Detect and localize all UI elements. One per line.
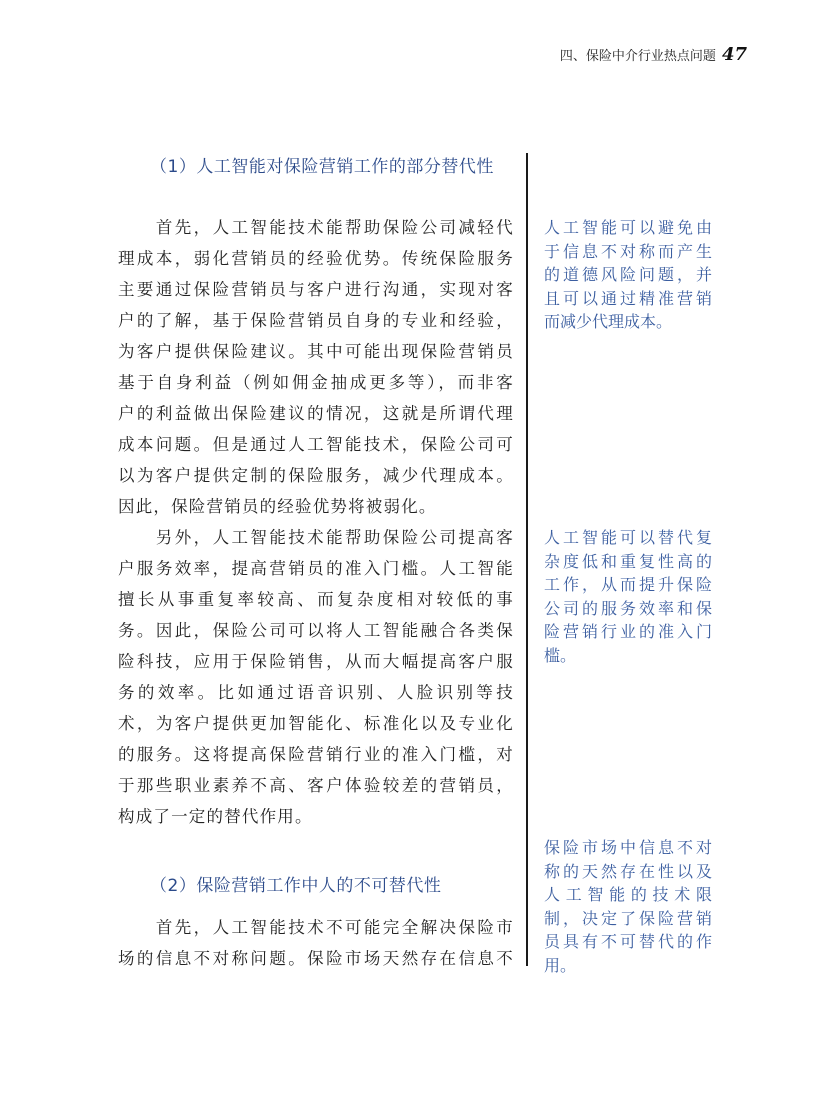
sidenote-line: 保险市场中信息不对 — [544, 838, 712, 857]
sidenote-line: 人工智能可以避免由 — [544, 218, 712, 237]
sidenote-line: 于信息不对称而产生 — [544, 241, 712, 261]
sidenote-line: 人工智能的技术限 — [544, 885, 712, 905]
text-line: 户的了解，基于保险营销员自身的专业和经验， — [118, 311, 514, 330]
text-line: 擅长从事重复率较高、而复杂度相对较低的事 — [118, 590, 514, 609]
section1-paragraph-2 — [118, 522, 514, 832]
sidenote-line: 险营销行业的准入门 — [544, 622, 712, 642]
sidenote-line: 工作，从而提升保险 — [544, 575, 712, 595]
text-line: 场的信息不对称问题。保险市场天然存在信息不 — [118, 949, 514, 968]
sidenote-line: 员具有不可替代的作 — [544, 932, 712, 952]
sidenote-line: 的道德风险问题，并 — [544, 265, 712, 285]
text-line: 的服务。这将提高保险营销行业的准入门槛，对 — [118, 745, 514, 764]
sidenote-line: 称的天然存在性以及 — [544, 861, 712, 881]
sidenote-line: 用。 — [544, 955, 577, 975]
text-line: 基于自身利益（例如佣金抽成更多等），而非客 — [118, 373, 514, 392]
section1-paragraph-1 — [118, 212, 514, 522]
sidenote-1 — [544, 216, 712, 334]
sidenote-line: 且可以通过精准营销 — [544, 288, 712, 308]
page-number: 47 — [721, 44, 747, 65]
text-line: 术，为客户提供更加智能化、标准化以及专业化 — [118, 714, 514, 733]
sidenote-line: 槛。 — [544, 645, 577, 665]
text-line: 户的利益做出保险建议的情况，这就是所谓代理 — [118, 404, 514, 423]
column-divider — [526, 153, 528, 966]
section2-heading: （2）保险营销工作中人的不可替代性 — [150, 876, 442, 896]
sidenote-line: 人工智能可以替代复 — [544, 528, 712, 547]
section-title: 四、保险中介行业热点问题 — [559, 49, 716, 64]
sidenote-2 — [544, 526, 712, 668]
section1-heading: （1）人工智能对保险营销工作的部分替代性 — [150, 157, 494, 177]
text-line: 为客户提供保险建议。其中可能出现保险营销员 — [118, 342, 514, 361]
section2-body — [118, 912, 514, 974]
text-line: 理成本，弱化营销员的经验优势。传统保险服务 — [118, 249, 514, 268]
text-line: 务的效率。比如通过语音识别、人脸识别等技 — [118, 683, 514, 702]
text-line: 构成了一定的替代作用。 — [118, 807, 313, 826]
text-line: 首先，人工智能技术能帮助保险公司减轻代 — [118, 218, 514, 237]
text-line: 险科技，应用于保险销售，从而大幅提高客户服 — [118, 652, 514, 671]
text-line: 务。因此，保险公司可以将人工智能融合各类保 — [118, 621, 514, 640]
section2-paragraph-1 — [118, 912, 514, 974]
sidenote-line: 而减少代理成本。 — [544, 312, 673, 332]
sidenote-line: 制，决定了保险营销 — [544, 908, 712, 928]
text-line: 于那些职业素养不高、客户体验较差的营销员， — [118, 776, 514, 795]
text-line: 首先，人工智能技术不可能完全解决保险市 — [118, 918, 514, 937]
text-line: 以为客户提供定制的保险服务，减少代理成本。 — [118, 466, 514, 485]
sidenote-3 — [544, 836, 712, 978]
sidenote-line: 杂度低和重复性高的 — [544, 551, 712, 571]
text-line: 因此，保险营销员的经验优势将被弱化。 — [118, 497, 437, 516]
sidenote-line: 公司的服务效率和保 — [544, 598, 712, 618]
text-line: 户服务效率，提高营销员的准入门槛。人工智能 — [118, 559, 514, 578]
text-line: 主要通过保险营销员与客户进行沟通，实现对客 — [118, 280, 514, 299]
text-line: 成本问题。但是通过人工智能技术，保险公司可 — [118, 435, 514, 454]
running-header — [560, 44, 747, 65]
section1-body — [118, 212, 514, 832]
text-line: 另外，人工智能技术能帮助保险公司提高客 — [118, 528, 514, 547]
